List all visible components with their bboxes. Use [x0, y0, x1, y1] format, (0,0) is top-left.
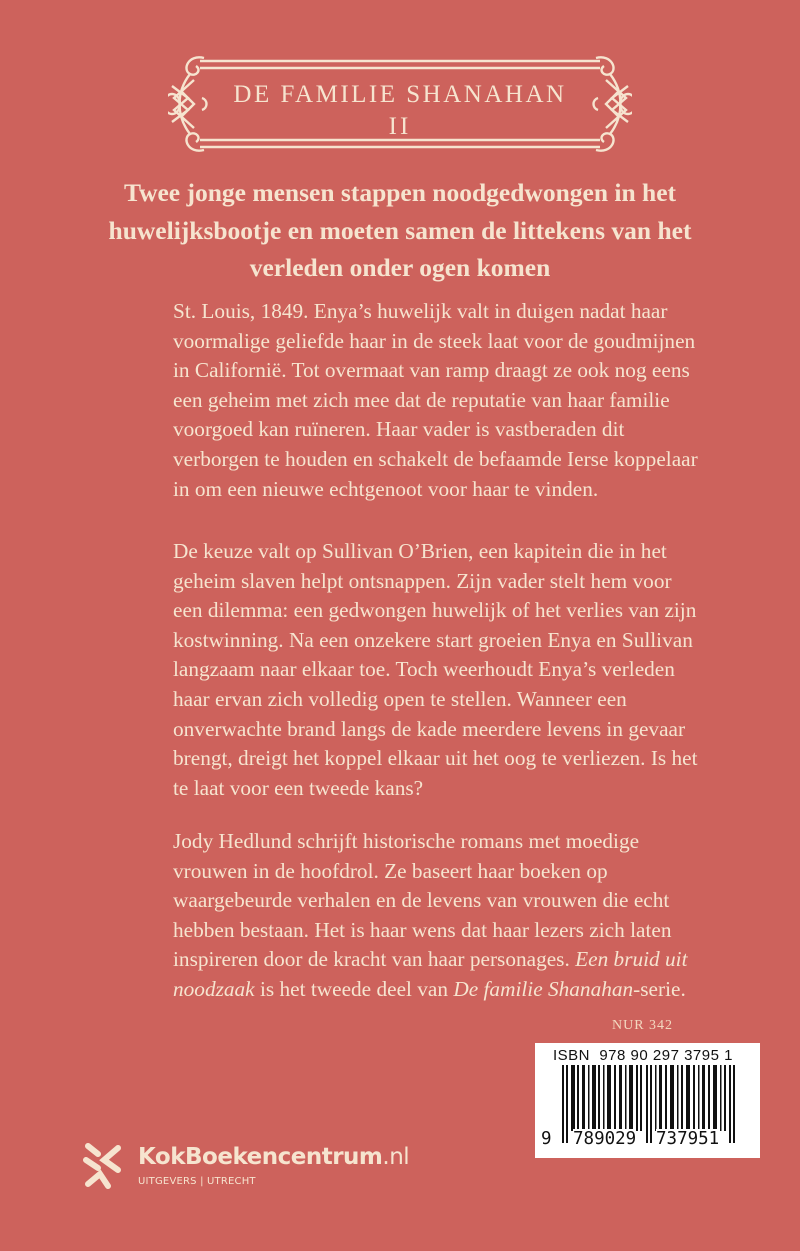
series-frame: [168, 52, 632, 156]
ean-first-digit: 9: [541, 1129, 552, 1149]
isbn-barcode: [535, 1043, 760, 1158]
series-title: DE FAMILIE SHANAHAN: [233, 81, 567, 108]
book-title: Een bruid uit noodzaak: [173, 947, 688, 1001]
publisher-subtitle: UITGEVERS | UTRECHT: [138, 1176, 256, 1187]
series-volume: II: [388, 113, 412, 140]
ean-left-digits: 789029: [573, 1129, 637, 1149]
blurb-text: De keuze valt op Sullivan O’Brien, een kapitein die in het geheim slaven helpt ontsnappen. Zijn vader stelt hem voor een dilemma: een gedwongen huwelijk of het verlies van zijn kostwinning. Na een onzekere start groeien Enya en Sullivan langzaam naar elkaar toe. Toch weerhoudt Enya’s verleden haar ervan zich volledig open te stellen. Wanneer een onverwachte brand langs de kade meerdere levens in gevaar brengt, dreigt het koppel elkaar uit het oog te verliezen. Is het te laat voor een tweede kans?: [173, 539, 698, 800]
author-bio-middle: is het tweede deel van: [254, 976, 454, 1001]
nur-code: NUR 342: [612, 1018, 674, 1033]
author-bio-suffix: -serie.: [633, 976, 686, 1001]
author-bio-paragraph: [173, 827, 703, 1005]
tagline: Twee jonge mensen stappen noodgedwongen in het huwelijksbootje en moeten samen de littekens van het verleden onder ogen komen: [108, 178, 692, 282]
publisher-name-main: KokBoekencentrum: [138, 1144, 383, 1170]
ean-right-digits: 737951: [656, 1129, 720, 1149]
series-name: De familie Shanahan: [453, 976, 634, 1001]
isbn-label: ISBN 978 90 297 3795 1: [553, 1047, 733, 1064]
blurb-paragraph-2: [173, 537, 703, 803]
publisher-logo: [80, 1140, 410, 1197]
publisher-tld: .nl: [382, 1144, 410, 1170]
author-bio-text-main: Jody Hedlund schrijft historische romans met moedige vrouwen in de hoofdrol. Ze baseert haar boeken op waargebeurde verhalen en de levens van vrouwen die echt hebben bestaan. Het is haar wens dat haar lezers zich laten inspireren door de kracht van haar personages.: [173, 829, 672, 972]
blurb-paragraph-1: [173, 297, 703, 504]
publisher-name: [138, 1144, 409, 1170]
kok-boekencentrum-logo-icon: [80, 1140, 128, 1192]
blurb-text: St. Louis, 1849. Enya’s huwelijk valt in duigen nadat haar voormalige geliefde haar in de steek laat voor de goudmijnen in Californië. Tot overmaat van ramp draagt ze ook nog eens een geheim met zich mee dat de reputatie van haar familie voorgoed kan ruïneren. Haar vader is vastberaden dit verborgen te houden en schakelt de befaamde Ierse koppelaar in om een nieuwe echtgenoot voor haar te vinden.: [173, 299, 698, 501]
author-bio-text: [173, 827, 703, 1005]
